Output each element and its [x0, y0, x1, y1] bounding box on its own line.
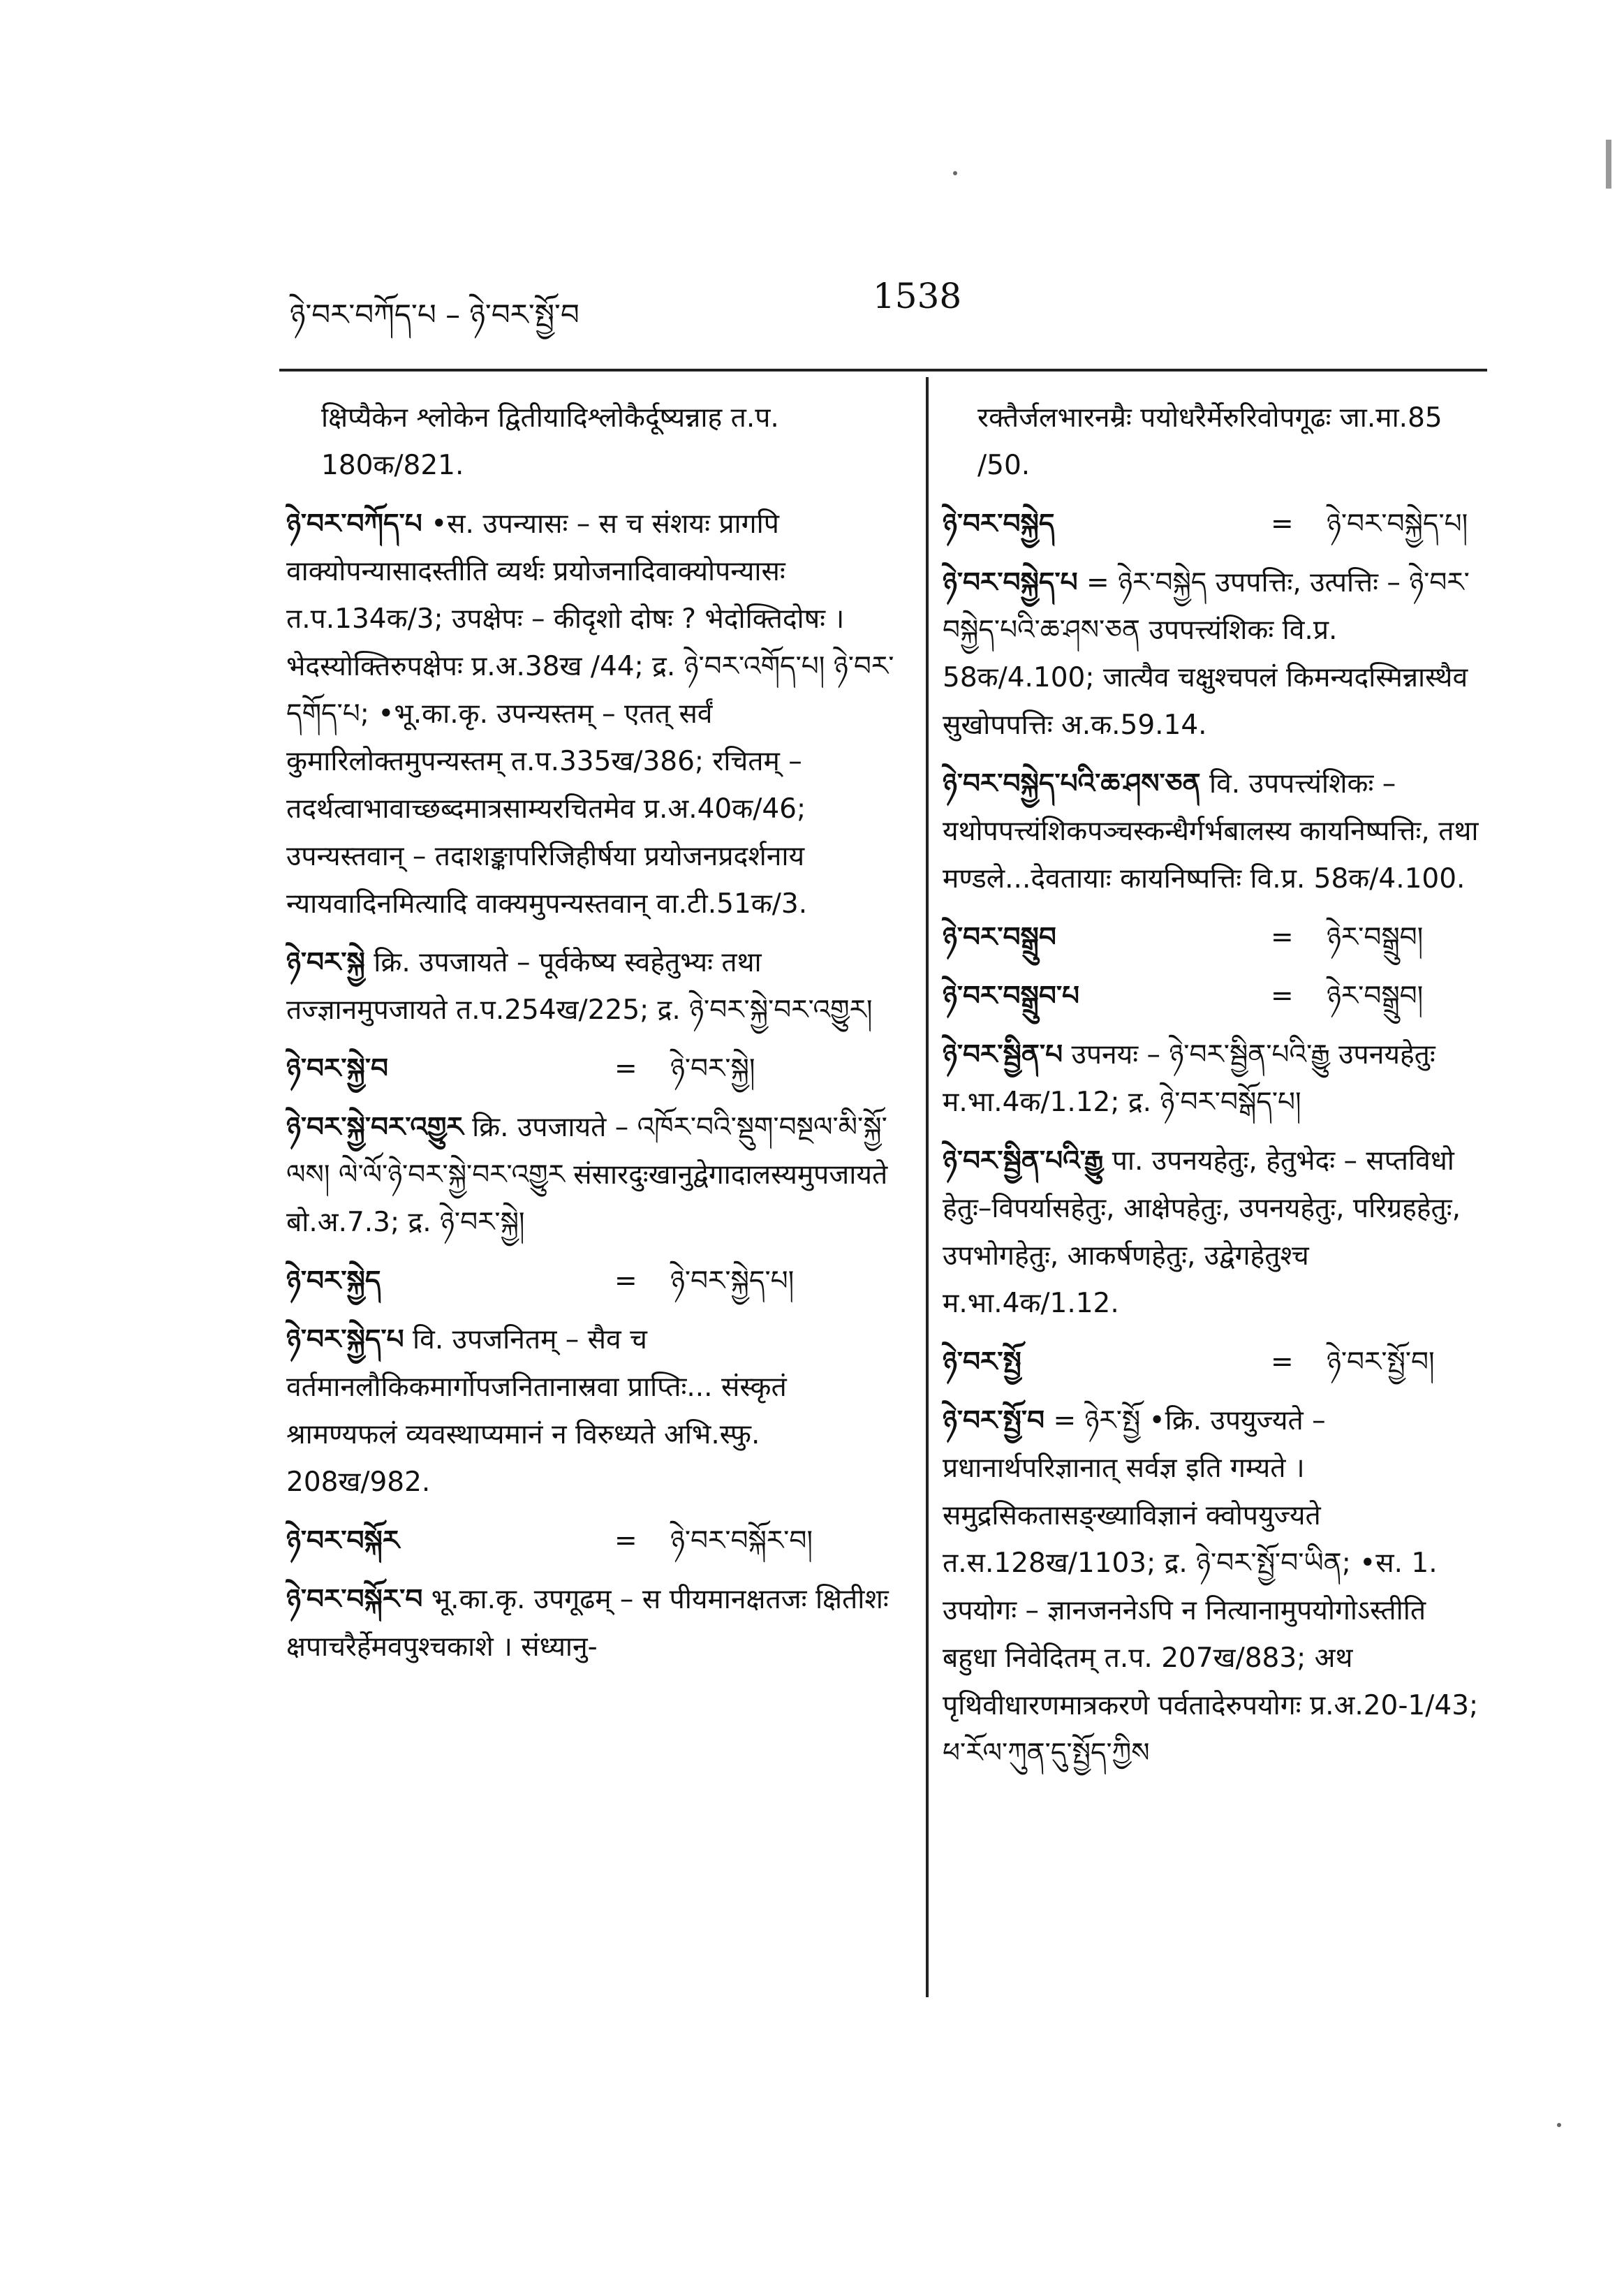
dictionary-entry — [943, 760, 1487, 903]
reference-target: ཉེར་བསྒྲུབ། — [1327, 922, 1424, 953]
left-column — [286, 395, 901, 1682]
right-column — [943, 395, 1487, 1788]
dictionary-entry — [943, 559, 1487, 749]
cross-reference-entry — [943, 973, 1487, 1020]
continuation-text: रक्तैर्जलभारनम्रैः पयोधरैर्मेरुरिवोपगूढः जा.मा.85 /50. — [977, 402, 1442, 481]
cross-reference-entry — [943, 501, 1487, 548]
entry-definition: •स. उपन्यासः – स च संशयः प्रागपि वाक्योपन्यासादस्तीति व्यर्थः प्रयोजनादिवाक्योपन्यासः त.प.134क/3; उपक्षेपः – कीदृशो दोषः ? भेदोक्तिदोषः । भेदस्योक्तिरुपक्षेपः प्र.अ.38ख /44; द्र. ཉེ་བར་འགོད་པ། ཉེ་བར་དགོད་པ; •भू.का.कृ. उपन्यस्तम् – एतत् सर्वं कुमारिलोक्तमुपन्यस्तम् त.प.335ख/386; रचितम् – तदर्थत्वाभावाच्छब्दमात्रसाम्यरचितमेव प्र.अ.40क/46; उपन्यस्तवान् – तदाशङ्कापरिजिहीर्षया प्रयोजनप्रदर्शनाय न्यायवादिनमित्यादि वाक्यमुपन्यस्तवान् वा.टी.51क/3. — [286, 508, 894, 920]
reference-target: ཉེ་བར་བསྐོར་བ། — [670, 1525, 813, 1557]
headword: ཉེ་བར་བསྐོར — [286, 1525, 400, 1557]
equals-sign: = — [614, 1525, 637, 1557]
headword: ཉེ་བར་བསྒྲུབ — [943, 922, 1056, 953]
headword: ཉེ་བར་སྦྱིན་པ — [943, 1039, 1063, 1071]
headword: ཉེ་བར་སྐྱེ — [286, 947, 365, 978]
reference-target: ཉེར་བསྒྲུབ། — [1327, 980, 1424, 1012]
entry-definition: भू.का.कृ. उपगूढम् – स पीयमानक्षतजः क्षितीशः क्षपाचरैर्हेमवपुश्चकाशे । संध्यानु- — [286, 1584, 889, 1663]
cross-reference-entry — [286, 1258, 901, 1305]
entry-definition: क्रि. उपजायते – पूर्वकेष्य स्वहेतुभ्यः तथा तज्ज्ञानमुपजायते त.प.254ख/225; द्र. ཉེ་བར་སྐྱེ་བར་འགྱུར། — [286, 947, 873, 1026]
equals-sign: = — [1271, 1346, 1294, 1378]
reference-target: ཉེ་བར་སྐྱེད་པ། — [670, 1265, 795, 1297]
entry-definition: = ཉེར་སྤྱོ •क्रि. उपयुज्यते – प्रधानार्थपरिज्ञानात् सर्वज्ञ इति गम्यते । समुद्रसिकतासङ्ख्याविज्ञानं क्वोपयुज्यते त.स.128ख/1103; द्र. ཉེ་བར་སྤྱོ་བ་ཡིན; •स. 1. उपयोगः – ज्ञानजननेऽपि न नित्यानामुपयोगोऽस्तीति बहुधा निवेदितम् त.प. 207ख/883; अथ पृथिवीधारणमात्रकरणे पर्वतादेरुपयोगः प्र.अ.20-1/43; ཕ་རོལ་ཀུན་དུ་སྤྱོད་ཀྱིས — [943, 1405, 1479, 1769]
header-rule — [279, 369, 1487, 372]
dictionary-entry — [286, 1316, 901, 1506]
cross-reference-entry — [943, 914, 1487, 962]
dictionary-entry — [286, 939, 901, 1034]
dictionary-entry — [286, 501, 901, 928]
entry-definition: क्रि. उपजायते – འཁོར་བའི་སྡུག་བསྔལ་མི་སྐྱོ་ལས། ལེ་ལོ་ཉེ་བར་སྐྱེ་བར་འགྱུར संसारदुःखानुद्वेगादालस्यमुपजायते बो.अ.7.3; द्र. ཉེ་བར་སྐྱེ། — [286, 1112, 888, 1238]
headword: ཉེ་བར་བསྐྱེད་པའི་ཆ་ཤས་ཅན — [943, 768, 1201, 800]
continuation-text: क्षिप्यैकेन श्लोकेन द्वितीयादिश्लोकैर्दूष्यन्नाह त.प. 180क/821. — [321, 402, 779, 481]
equals-sign: = — [1271, 922, 1294, 953]
cross-reference-entry — [943, 1339, 1487, 1386]
entry-definition: वि. उपपत्त्यंशिकः – यथोपपत्त्यंशिकपञ्चस्कन्धैर्गर्भबालस्य कायनिष्पत्तिः, तथा मण्डले...देवतायाः कायनिष्पत्तिः वि.प्र. 58क/4.100. — [943, 768, 1479, 895]
reference-target: ཉེ་བར་སྤྱོ་བ། — [1327, 1346, 1435, 1378]
headword: ཉེ་བར་བསྐྱེད — [943, 508, 1055, 540]
header-range: ཉེ་བར་བཀོད་པ – ཉེ་བར་སྤྱོ་བ — [290, 297, 580, 332]
headword: ཉེ་བར་སྐྱེ་བ — [286, 1053, 389, 1084]
headword: ཉེ་བར་བསྒྲུབ་པ — [943, 980, 1080, 1012]
cross-reference-entry — [286, 1517, 901, 1565]
headword: ཉེ་བར་སྐྱེ་བར་འགྱུར — [286, 1112, 464, 1143]
headword: ཉེ་བར་བསྐྱེད་པ — [943, 567, 1078, 598]
column-divider — [926, 377, 929, 1997]
dictionary-entry — [943, 1397, 1487, 1777]
dictionary-entry — [286, 1104, 901, 1247]
entry-definition: पा. उपनयहेतुः, हेतुभेदः – सप्तविधो हेतुः–विपर्यासहेतुः, आक्षेपहेतुः, उपनयहेतुः, परिग्रहहेतुः, उपभोगहेतुः, आकर्षणहेतुः, उद्वेगहेतुश्च म.भा.4क/1.12. — [943, 1145, 1461, 1319]
equals-sign: = — [614, 1265, 637, 1297]
headword: ཉེ་བར་བཀོད་པ — [286, 508, 422, 540]
headword: ཉེ་བར་སྐྱེད — [286, 1265, 381, 1297]
scan-speck — [953, 171, 957, 175]
page-number: 1538 — [873, 276, 962, 316]
headword: ཉེ་བར་སྤྱོ་བ — [943, 1405, 1045, 1436]
dictionary-entry — [943, 1138, 1487, 1328]
scan-edge-mark — [1606, 140, 1611, 189]
equals-sign: = — [1271, 980, 1294, 1012]
headword: ཉེ་བར་སྤྱོ — [943, 1346, 1021, 1378]
headword: ཉེ་བར་སྐྱེད་པ — [286, 1324, 404, 1355]
headword: ཉེ་བར་སྦྱིན་པའི་རྒྱུ — [943, 1145, 1104, 1177]
entry-definition: = ཉེར་བསྐྱེད उपपत्तिः, उत्पत्तिः – ཉེ་བར་བསྐྱེད་པའི་ཆ་ཤས་ཅན उपपत्त्यंशिकः वि.प्र. 58क/4.100; जात्यैव चक्षुश्चपलं किमन्यदस्मिन्नास्थैव सुखोपपत्तिः अ.क.59.14. — [943, 567, 1470, 741]
page-header — [279, 276, 1442, 332]
cross-reference-entry — [286, 1045, 901, 1093]
reference-target: ཉེ་བར་སྐྱེ། — [670, 1053, 755, 1084]
dictionary-entry — [286, 1576, 901, 1671]
entry-definition: वि. उपजनितम् – सैव च वर्तमानलौकिकमार्गोपजनितानास्रवा प्राप्तिः... संस्कृतं श्रामण्यफलं व्यवस्थाप्यमानं न विरुध्यते अभि.स्फु. 208ख/982. — [286, 1324, 787, 1498]
reference-target: ཉེ་བར་བསྐྱེད་པ། — [1327, 508, 1468, 540]
scan-speck — [1557, 2123, 1561, 2127]
headword: ཉེ་བར་བསྐོར་བ — [286, 1584, 423, 1615]
entry-definition: उपनयः – ཉེ་བར་སྦྱིན་པའི་རྒྱུ उपनयहेतुः म.भा.4क/1.12; द्र. ཉེ་བར་བསྒོད་པ། — [943, 1039, 1435, 1118]
equals-sign: = — [1271, 508, 1294, 540]
equals-sign: = — [614, 1053, 637, 1084]
dictionary-entry — [943, 1031, 1487, 1126]
